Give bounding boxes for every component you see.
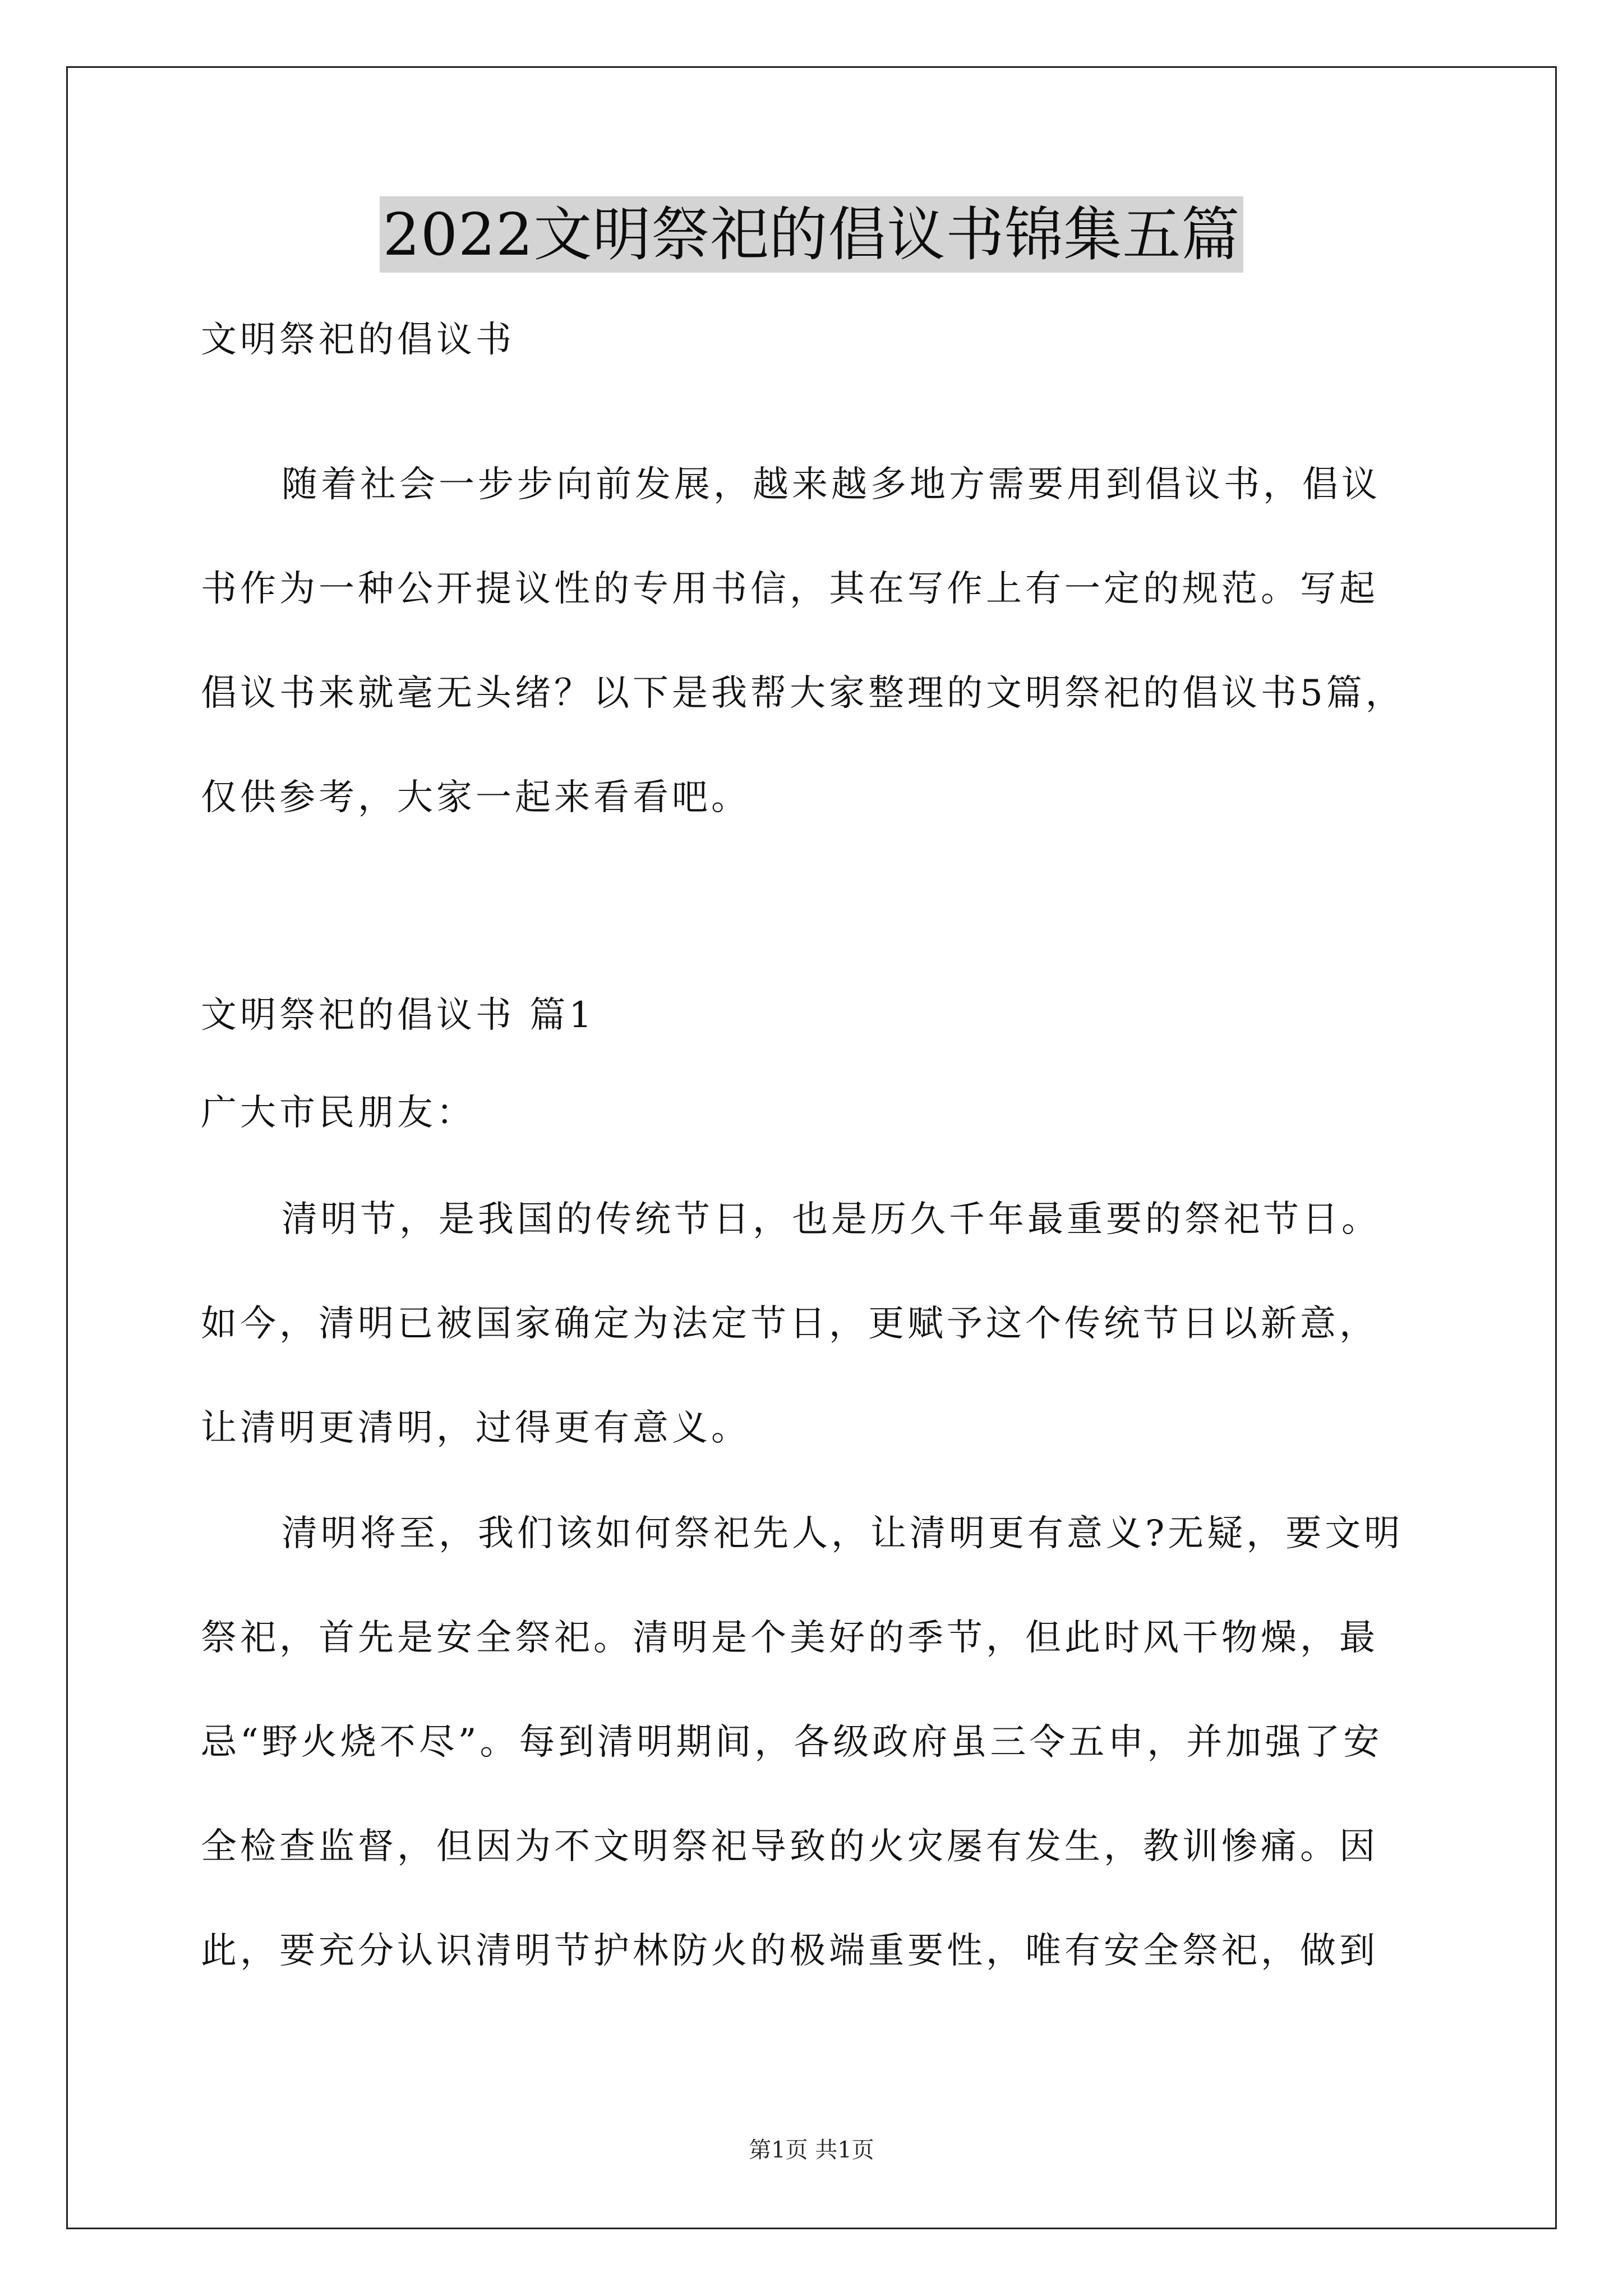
- paragraph-2-line-4: 全检查监督，但因为不文明祭祀导致的火灾屡有发生，教训惨痛。因: [201, 1826, 1378, 1867]
- intro-heading: 文明祭祀的倡议书: [201, 319, 515, 361]
- paragraph-2-line-3: 忌“野火烧不尽”。每到清明期间，各级政府虽三令五申，并加强了安: [201, 1722, 1383, 1763]
- intro-paragraph-line-1: 随着社会一步步向前发展，越来越多地方需要用到倡议书，倡议: [282, 464, 1381, 505]
- paragraph-1-line-2: 如今，清明已被国家确定为法定节日，更赋予这个传统节日以新意，: [201, 1303, 1378, 1345]
- intro-paragraph-line-3: 倡议书来就毫无头绪？以下是我帮大家整理的文明祭祀的倡议书5篇，: [201, 673, 1405, 714]
- salutation: 广大市民朋友：: [201, 1092, 476, 1134]
- paragraph-2-line-5: 此，要充分认识清明节护林防火的极端重要性，唯有安全祭祀，做到: [201, 1930, 1378, 1972]
- document-title: 2022文明祭祀的倡议书锦集五篇: [380, 196, 1244, 273]
- page-footer: 第1页 共1页: [749, 2137, 874, 2163]
- paragraph-1-line-1: 清明节，是我国的传统节日，也是历久千年最重要的祭祀节日。: [282, 1199, 1381, 1240]
- intro-paragraph-line-2: 书作为一种公开提议性的专用书信，其在写作上有一定的规范。写起: [201, 568, 1378, 610]
- paragraph-2-line-1: 清明将至，我们该如何祭祀先人，让清明更有意义?无疑，要文明: [282, 1513, 1404, 1554]
- paragraph-2-line-2: 祭祀，首先是安全祭祀。清明是个美好的季节，但此时风干物燥，最: [201, 1617, 1378, 1659]
- section-heading-1: 文明祭祀的倡议书 篇1: [201, 995, 596, 1036]
- intro-paragraph-line-4: 仅供参考，大家一起来看看吧。: [201, 777, 750, 818]
- paragraph-1-line-3: 让清明更清明，过得更有意义。: [201, 1407, 750, 1449]
- title-container: [0, 196, 1623, 273]
- page-border: [66, 66, 1557, 2229]
